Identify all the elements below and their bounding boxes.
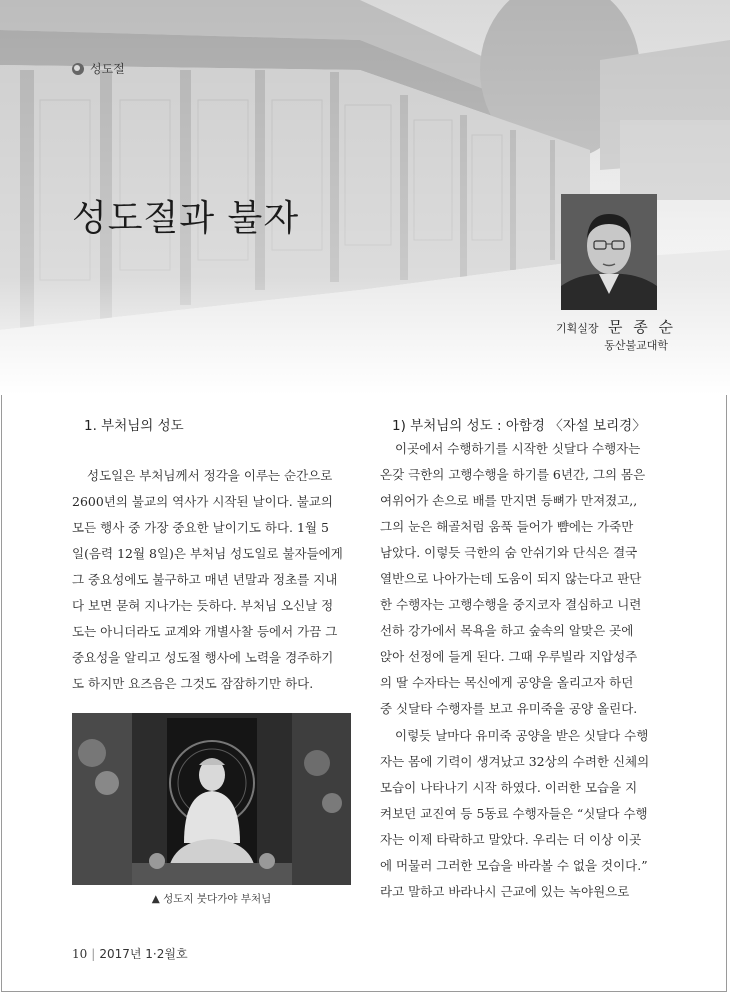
author-role: 기획실장: [556, 322, 599, 335]
photo-caption: ▲ 성도지 붓다가야 부처님: [151, 893, 272, 905]
left-heading: 1. 부처님의 성도: [84, 418, 184, 434]
text-line: 자는 이제 타락하고 말았다. 우리는 더 이상 이곳: [380, 832, 642, 847]
page-number: 10: [72, 947, 88, 961]
right-paragraph-2: [380, 723, 649, 905]
text-line: 2600년의 불교의 역사가 시작된 날이다. 불교의: [72, 494, 333, 509]
text-line: 중 싯달타 수행자를 보고 유미죽을 공양 올린다.: [380, 701, 638, 716]
leaf-icon: [72, 63, 84, 75]
buddha-statue-photo: [72, 713, 351, 885]
text-line: 그 중요성에도 불구하고 매년 년말과 정초를 지내: [72, 572, 338, 587]
text-line: 여위어가 손으로 배를 만지면 등뼈가 만져졌고,,: [380, 493, 638, 508]
footer-separator: |: [91, 947, 96, 961]
author-affiliation: 동산불교대학: [604, 339, 668, 352]
section-label: 성도절: [90, 62, 125, 76]
text-line: 그의 눈은 해골처럼 움푹 들어가 뺨에는 가죽만: [380, 519, 634, 534]
text-line: 켜보던 교진여 등 5동료 수행자들은 “싯달다 수행: [380, 806, 648, 821]
section-tag: [72, 60, 125, 77]
text-line: 중요성을 알리고 성도절 행사에 노력을 경주하기: [72, 650, 334, 665]
right-heading: 1) 부처님의 성도 : 아함경 〈자설 보리경〉: [392, 418, 646, 434]
text-line: 일(음력 12월 8일)은 부처님 성도일로 불자들에게: [72, 546, 343, 561]
text-line: 자는 몸에 기력이 생겨났고 32상의 수려한 신체의: [380, 754, 650, 769]
text-line: 선하 강가에서 목욕을 하고 숲속의 알맞은 곳에: [380, 623, 634, 638]
text-line: 에 머물러 그러한 모습을 바라볼 수 없을 것이다.”: [380, 858, 648, 873]
text-line: 앉아 선정에 들게 된다. 그때 우루빌라 지압성주: [380, 649, 638, 664]
article-title: 성도절과 불자: [72, 198, 300, 239]
issue-label: 2017년 1·2월호: [99, 947, 188, 961]
text-line: 남았다. 이렇듯 극한의 숨 안쉬기와 단식은 결국: [380, 545, 638, 560]
text-line: 모든 행사 중 가장 중요한 날이기도 하다. 1월 5: [72, 520, 329, 535]
text-line: 다 보면 묻혀 지나가는 듯하다. 부처님 오신날 정: [72, 598, 334, 613]
author-photo: [561, 194, 657, 310]
text-line: 이렇듯 날마다 유미죽 공양을 받은 싯달다 수행: [395, 728, 649, 743]
text-line: 도 하지만 요즈음은 그것도 잠잠하기만 하다.: [72, 676, 314, 691]
page-footer: [72, 945, 188, 962]
right-paragraph-1: [380, 436, 645, 722]
text-line: 성도일은 부처님께서 정각을 이루는 순간으로: [87, 468, 333, 483]
author-byline: [556, 316, 676, 337]
text-line: 온갖 극한의 고행수행을 하기를 6년간, 그의 몸은: [380, 467, 646, 482]
text-line: 라고 말하고 바라나시 근교에 있는 녹야원으로: [380, 884, 630, 899]
text-line: 이곳에서 수행하기를 시작한 싯달다 수행자는: [395, 441, 641, 456]
text-line: 도는 아니더라도 교계와 개별사찰 등에서 가끔 그: [72, 624, 338, 639]
text-line: 열반으로 나아가는데 도움이 되지 않는다고 판단: [380, 571, 642, 586]
text-line: 한 수행자는 고행수행을 중지코자 결심하고 니련: [380, 597, 642, 612]
text-line: 모습이 나타나기 시작 하였다. 이러한 모습을 지: [380, 780, 638, 795]
author-name: 문 종 순: [608, 318, 677, 336]
text-line: 의 딸 수자타는 목신에게 공양을 올리고자 하던: [380, 675, 634, 690]
left-paragraph: [72, 463, 343, 697]
